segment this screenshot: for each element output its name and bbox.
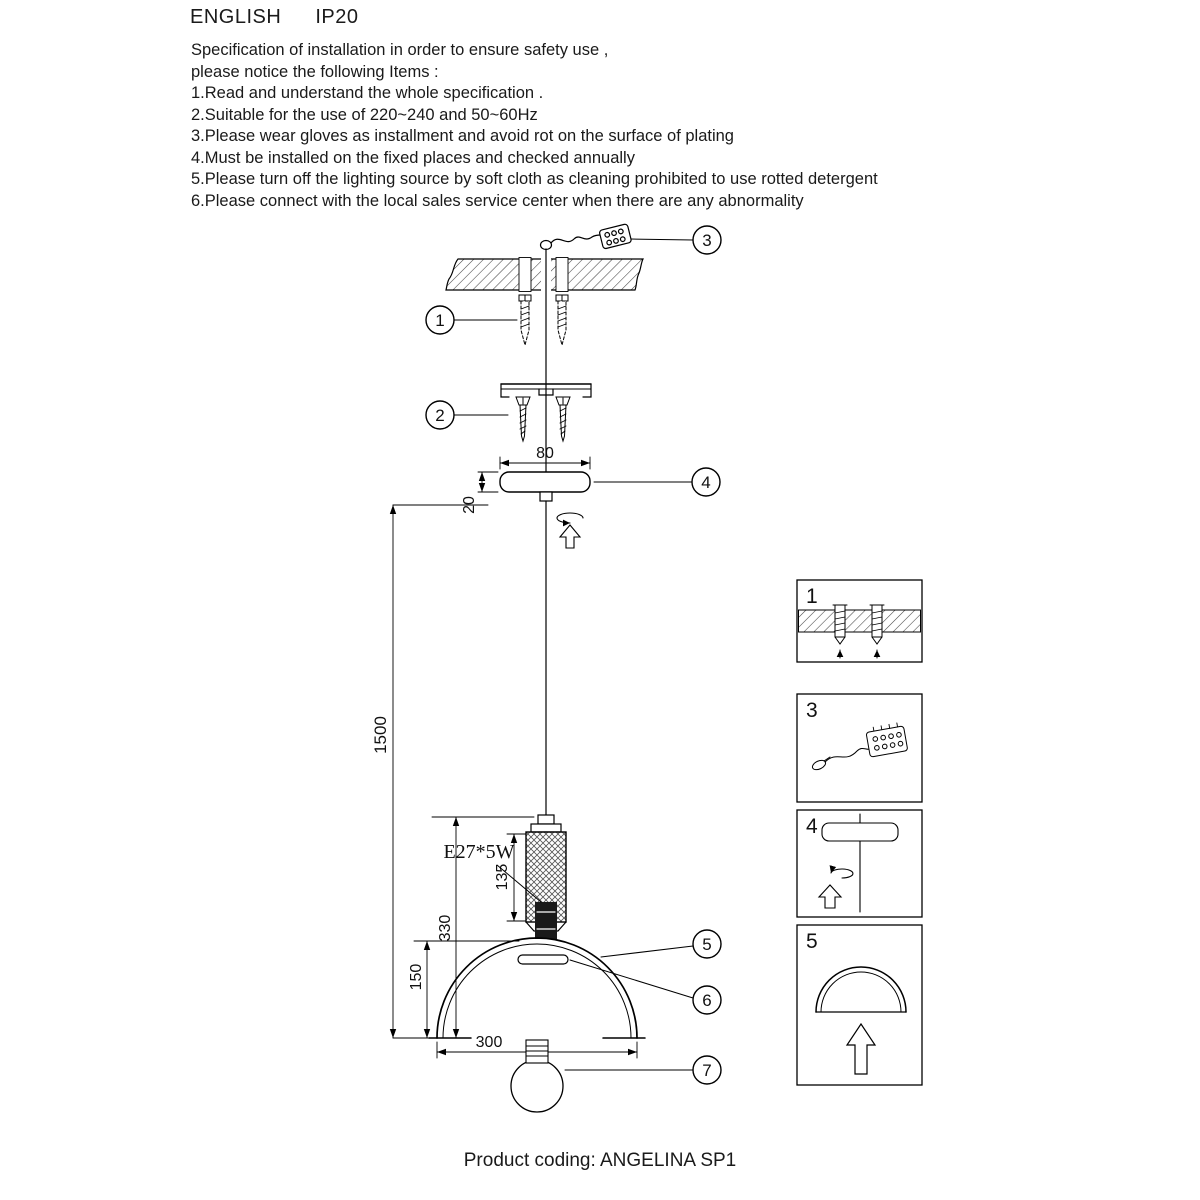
step-panel-3 bbox=[797, 694, 922, 802]
callout-3 bbox=[631, 226, 721, 254]
anchor-sleeve-hole bbox=[519, 258, 531, 292]
dim-300-label: 300 bbox=[475, 1034, 503, 1051]
callout-2 bbox=[426, 401, 508, 429]
dimension-canopy-width bbox=[500, 445, 590, 469]
step-panel-5 bbox=[797, 925, 922, 1085]
spec-item: 4.Must be installed on the fixed places and checked annually bbox=[191, 148, 635, 167]
canopy bbox=[500, 472, 590, 501]
language-label: ENGLISH bbox=[190, 6, 282, 28]
diffuser-plate bbox=[518, 955, 568, 964]
dim-1500-label: 1500 bbox=[371, 716, 390, 754]
dim-135-label: 135 bbox=[494, 863, 511, 891]
dimension-shade-height bbox=[408, 941, 519, 1038]
step-panel-1 bbox=[797, 580, 922, 662]
dim-330-label: 330 bbox=[437, 914, 454, 942]
spec-item: 5.Please turn off the lighting source by soft cloth as cleaning prohibited to use rotted detergent bbox=[191, 170, 878, 188]
step-number: 3 bbox=[806, 699, 818, 722]
callout-number: 1 bbox=[435, 311, 445, 330]
bulb-screw-base bbox=[526, 1040, 548, 1063]
anchor-sleeve-hole bbox=[556, 258, 568, 292]
step-panel-4 bbox=[797, 810, 922, 917]
callout-number: 2 bbox=[435, 406, 445, 425]
bulb-globe bbox=[511, 1060, 563, 1112]
spec-item: 2.Suitable for the use of 220~240 and 50~60Hz bbox=[191, 105, 538, 124]
callout-4 bbox=[594, 468, 720, 496]
canopy bbox=[822, 823, 898, 841]
spec-intro-line: Specification of installation in order to ensure safety use , bbox=[191, 41, 609, 59]
power-wire-connector bbox=[541, 224, 632, 250]
callout-number: 6 bbox=[702, 991, 712, 1010]
rotation-indicator bbox=[557, 513, 583, 548]
step-number: 1 bbox=[806, 585, 818, 608]
callout-6 bbox=[570, 960, 721, 1014]
wire bbox=[551, 235, 601, 243]
lamp-socket bbox=[535, 902, 557, 939]
ceiling-section bbox=[446, 257, 643, 292]
callout-5 bbox=[601, 930, 721, 958]
terminal-block bbox=[599, 224, 632, 249]
step-number: 5 bbox=[806, 930, 818, 953]
callout-number: 7 bbox=[702, 1061, 712, 1080]
callout-number: 4 bbox=[701, 473, 711, 492]
spec-item: 1.Read and understand the whole specification . bbox=[191, 84, 544, 102]
dimension-cord-drop bbox=[371, 505, 488, 1038]
callout-number: 5 bbox=[702, 935, 712, 954]
dim-150-label: 150 bbox=[408, 963, 425, 991]
spec-item: 6.Please connect with the local sales service center when there are any abnormality bbox=[191, 191, 804, 210]
wall-anchors bbox=[519, 295, 568, 345]
cord-grommet bbox=[541, 241, 552, 250]
bulb-spec-text: E27*5W bbox=[443, 841, 515, 863]
spec-intro-line: please notice the following Items : bbox=[191, 62, 439, 81]
step-number: 4 bbox=[806, 815, 818, 838]
spec-item: 3.Please wear gloves as installment and avoid rot on the surface of plating bbox=[191, 127, 734, 145]
bracket-screws bbox=[516, 397, 570, 441]
dim-80-label: 80 bbox=[536, 445, 554, 462]
product-coding: Product coding: ANGELINA SP1 bbox=[463, 1150, 737, 1171]
lamp-shade bbox=[429, 938, 645, 1038]
light-bulb bbox=[511, 1040, 563, 1112]
callout-1 bbox=[426, 306, 517, 334]
dimension-canopy-height bbox=[461, 472, 498, 514]
callout-7 bbox=[565, 1056, 721, 1084]
dim-20-label: 20 bbox=[461, 496, 478, 514]
ip-rating-label: IP20 bbox=[315, 6, 359, 28]
socket-assembly bbox=[526, 815, 566, 939]
callout-number: 3 bbox=[702, 231, 712, 250]
